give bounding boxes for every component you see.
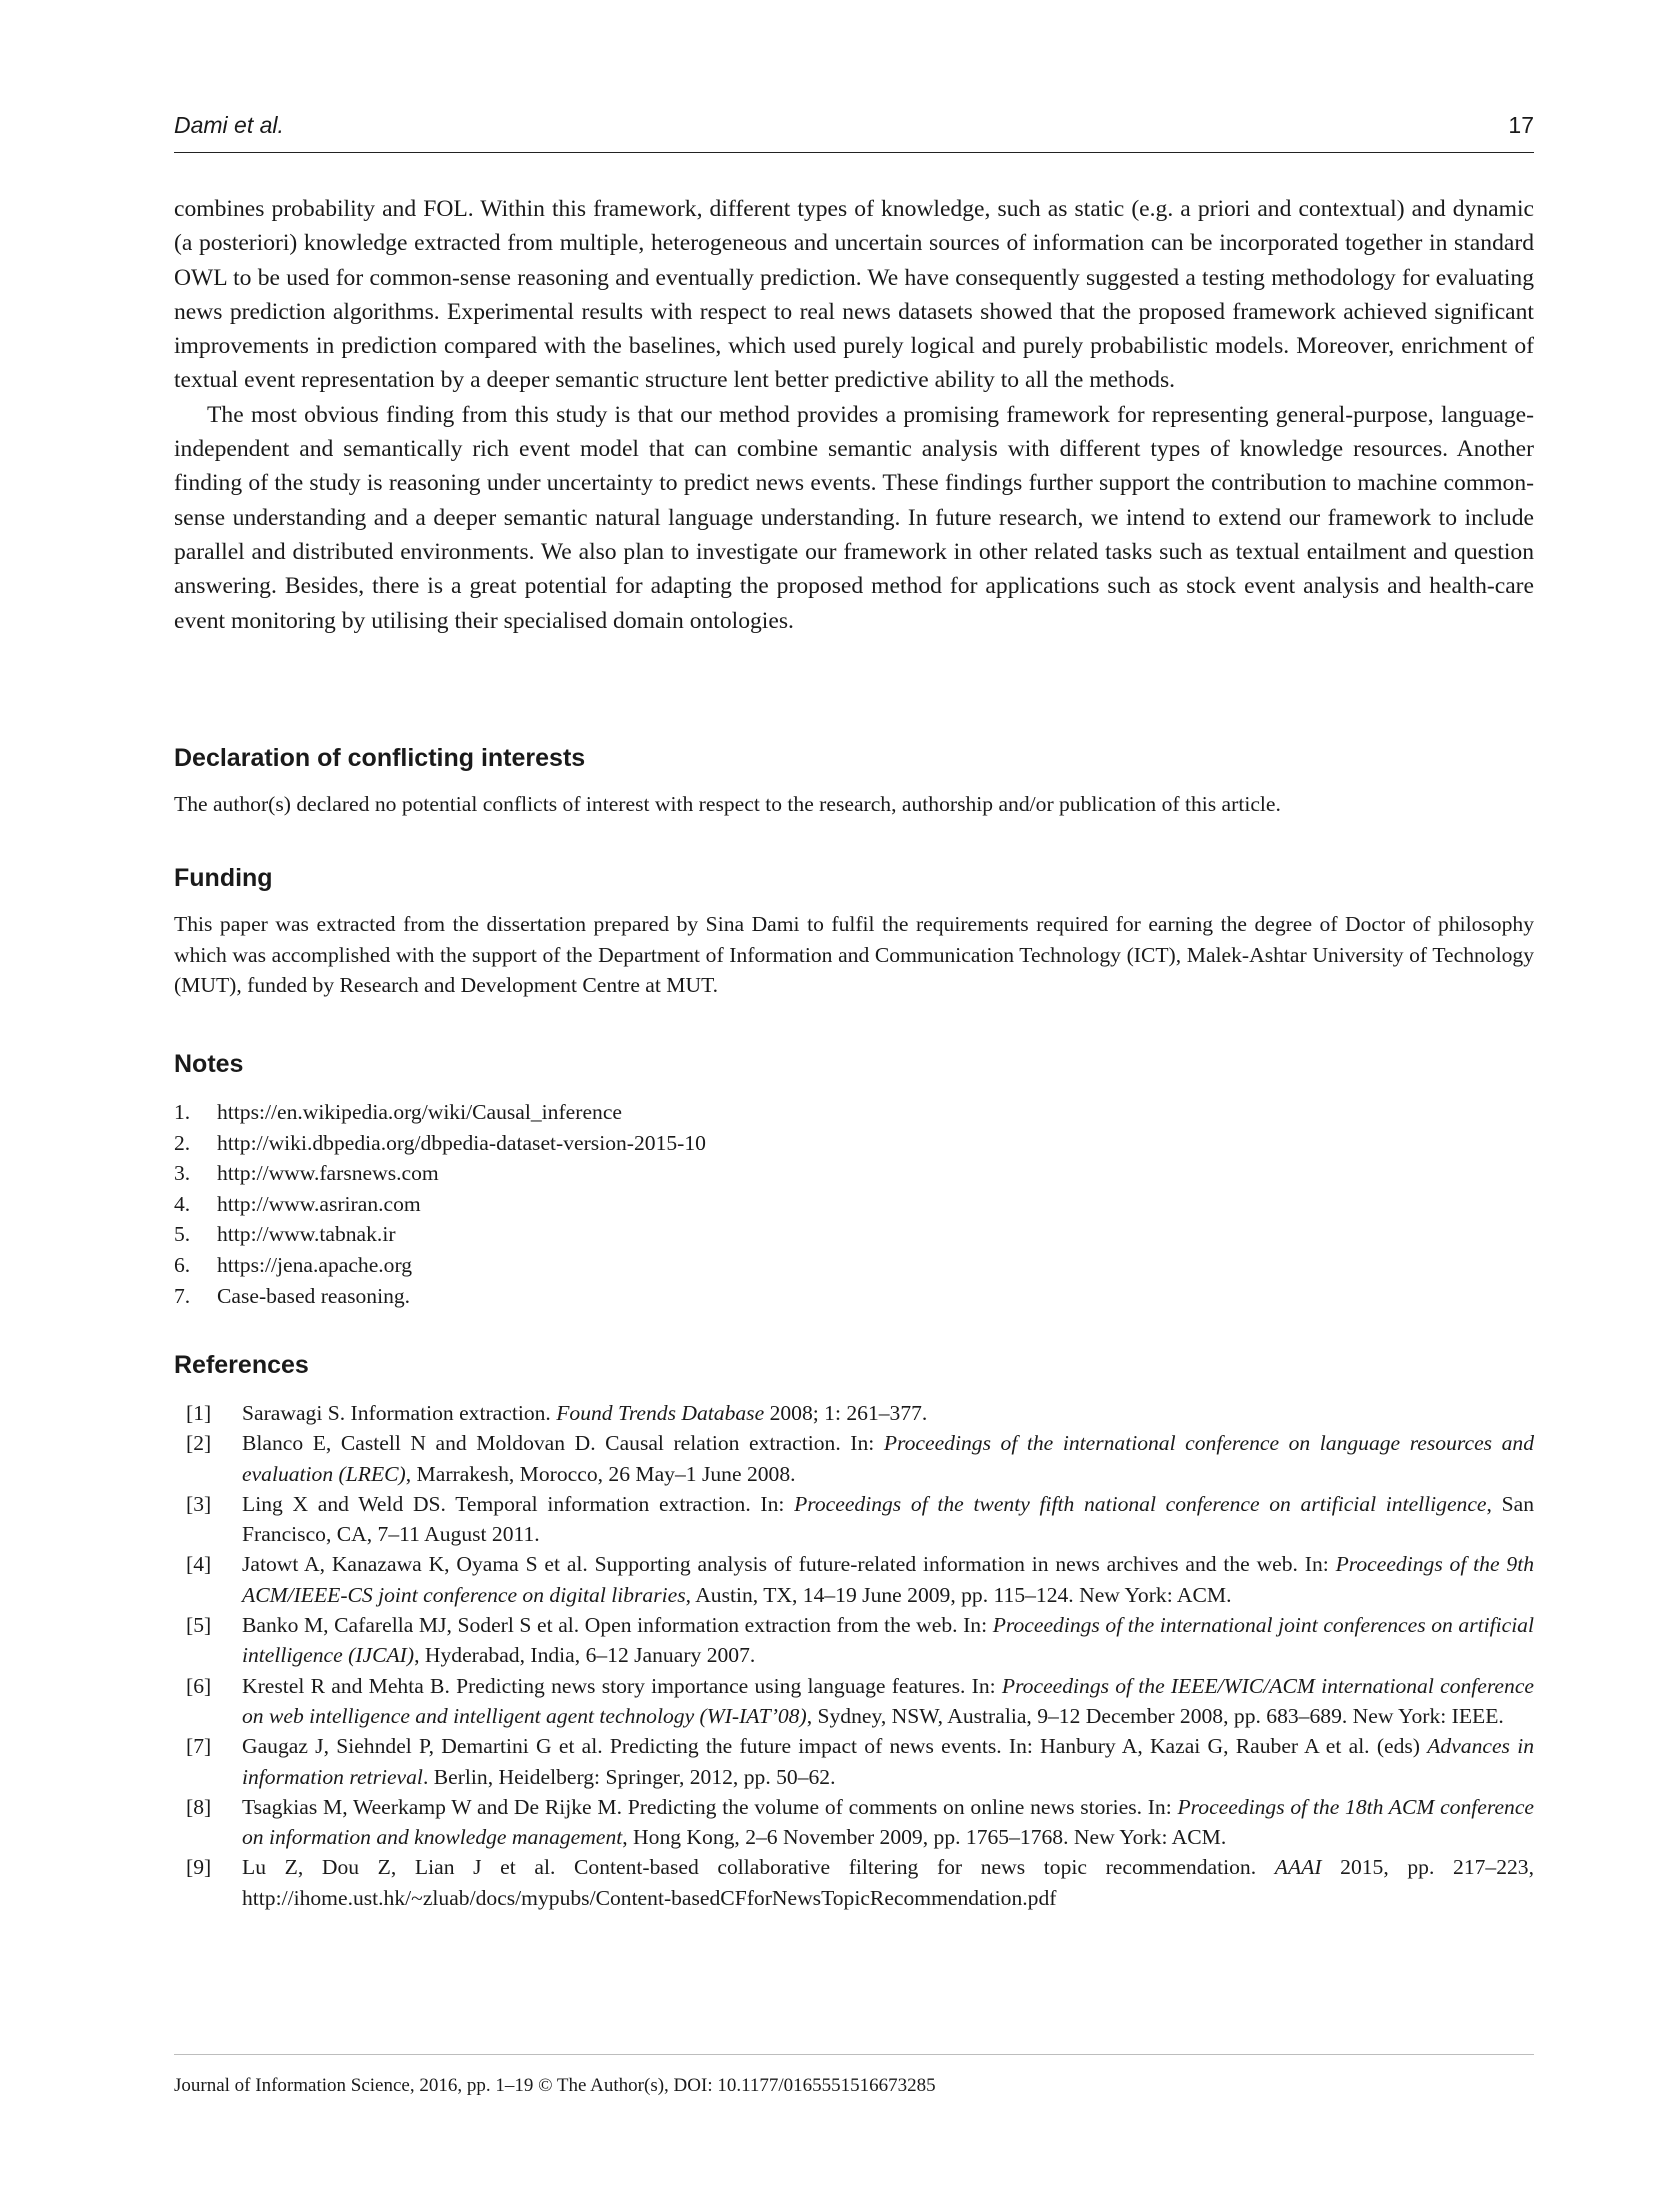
note-text: http://www.asriran.com: [217, 1191, 421, 1216]
funding-text: [174, 909, 1534, 1001]
conclusion-body: [174, 192, 1534, 638]
reference-text: Krestel R and Mehta B. Predicting news story importance using language features. In:: [242, 1673, 1002, 1698]
body-paragraph: combines probability and FOL. Within this framework, different types of knowledge, such as static (e.g. a priori and contextual) and dynamic (a posteriori) knowledge extracted from multiple, heterogeneous and uncertain sources of information can be incorporated together in standard OWL to be used for common-sense reasoning and eventually prediction. We have consequently suggested a testing methodology for evaluating news prediction algorithms. Experimental results with respect to real news datasets showed that the proposed framework achieved significant improvements in prediction compared with the baselines, which used purely logical and purely probabilistic models. Moreover, enrichment of textual event representation by a deeper semantic structure lent better predictive ability to all the methods.: [174, 196, 1534, 394]
reference-number: [8]: [186, 1794, 212, 1819]
note-text: http://wiki.dbpedia.org/dbpedia-dataset-version-2015-10: [217, 1130, 706, 1155]
note-item: [174, 1097, 1534, 1128]
reference-source: Found Trends Database: [556, 1401, 765, 1425]
note-text: http://www.tabnak.ir: [217, 1222, 396, 1247]
reference-item: [174, 1610, 1534, 1671]
funding-heading: Funding: [174, 864, 273, 892]
references-heading: References: [174, 1351, 309, 1379]
reference-details: . Berlin, Heidelberg: Springer, 2012, pp. 50–62.: [422, 1764, 836, 1789]
reference-details: , Austin, TX, 14–19 June 2009, pp. 115–124. New York: ACM.: [685, 1582, 1232, 1607]
reference-source: Proceedings of the twenty fifth national conference on artificial intelligence: [794, 1491, 1487, 1516]
note-text: https://en.wikipedia.org/wiki/Causal_inference: [217, 1100, 622, 1124]
reference-item: [174, 1549, 1534, 1610]
reference-number: [3]: [186, 1491, 212, 1516]
reference-item: [174, 1731, 1534, 1792]
reference-text: Ling X and Weld DS. Temporal information extraction. In:: [242, 1491, 795, 1516]
note-number: 3.: [174, 1161, 191, 1186]
notes-list: [174, 1097, 1534, 1311]
note-number: 7.: [174, 1283, 191, 1308]
reference-item: [174, 1489, 1534, 1550]
note-text: https://jena.apache.org: [217, 1252, 413, 1277]
reference-item: [174, 1671, 1534, 1732]
note-item: [174, 1219, 1534, 1250]
note-item: [174, 1250, 1534, 1281]
running-header: [174, 112, 1534, 153]
note-number: 4.: [174, 1191, 191, 1216]
funding-paragraph: This paper was extracted from the dissertation prepared by Sina Dami to fulfil the requirements required for earning the degree of Doctor of philosophy which was accomplished with the support of the Department of Information and Communication Technology (ICT), Malek-Ashtar University of Technology (MUT), funded by Research and Development Centre at MUT.: [174, 912, 1534, 997]
reference-details: , Marrakesh, Morocco, 26 May–1 June 2008.: [405, 1461, 796, 1486]
reference-text: Tsagkias M, Weerkamp W and De Rijke M. Predicting the volume of comments on online news stories. In:: [242, 1794, 1178, 1819]
reference-number: [4]: [186, 1552, 212, 1577]
reference-number: [2]: [186, 1431, 212, 1456]
reference-details: 2015, pp. 217–223, http://ihome.ust.hk/~zluab/docs/mypubs/Content-basedCFforNewsTopicRecommendation.pdf: [242, 1855, 1534, 1910]
reference-details: , San Francisco, CA, 7–11 August 2011.: [242, 1491, 1534, 1547]
note-text: Case-based reasoning.: [217, 1283, 411, 1308]
footer-citation: Journal of Information Science, 2016, pp. 1–19 © The Author(s), DOI: 10.1177/0165551516673285: [174, 2075, 936, 2096]
note-item: [174, 1189, 1534, 1220]
reference-item: [174, 1852, 1534, 1913]
reference-number: [9]: [186, 1855, 212, 1880]
reference-source: Proceedings of the 18th ACM conference on information and knowledge management: [242, 1794, 1534, 1850]
reference-text: Blanco E, Castell N and Moldovan D. Causal relation extraction. In:: [242, 1431, 884, 1456]
note-item: [174, 1158, 1534, 1189]
note-number: 6.: [174, 1252, 191, 1277]
note-number: 2.: [174, 1130, 191, 1155]
reference-text: Gaugaz J, Siehndel P, Demartini G et al. Predicting the future impact of news events. In: Hanbury A, Kazai G, Rauber A et al. (eds): [242, 1734, 1428, 1759]
reference-text: Banko M, Cafarella MJ, Soderl S et al. Open information extraction from the web. In:: [242, 1613, 993, 1638]
reference-details: , Sydney, NSW, Australia, 9–12 December 2008, pp. 683–689. New York: IEEE.: [806, 1703, 1504, 1728]
declaration-paragraph: The author(s) declared no potential conflicts of interest with respect to the research, authorship and/or publication of this article.: [174, 792, 1281, 816]
reference-source: Proceedings of the international joint conferences on artificial intelligence (IJCAI): [242, 1613, 1534, 1668]
note-number: 1.: [174, 1100, 191, 1124]
reference-source: AAAI: [1274, 1855, 1322, 1880]
reference-source: Proceedings of the international conference on language resources and evaluation (LREC): [242, 1431, 1535, 1486]
reference-source: Proceedings of the IEEE/WIC/ACM international conference on web intelligence and intelligent agent technology (WI-IAT’08): [242, 1673, 1534, 1728]
note-number: 5.: [174, 1222, 191, 1247]
references-list: [174, 1398, 1534, 1913]
running-head-authors: Dami et al.: [174, 112, 284, 138]
note-item: [174, 1128, 1534, 1159]
reference-item: [174, 1792, 1534, 1853]
reference-text: Jatowt A, Kanazawa K, Oyama S et al. Supporting analysis of future-related information in news archives and the web. In:: [242, 1552, 1336, 1577]
reference-text: Sarawagi S. Information extraction.: [242, 1401, 557, 1425]
notes-heading: Notes: [174, 1050, 244, 1078]
reference-number: [6]: [186, 1673, 212, 1698]
reference-details: , Hong Kong, 2–6 November 2009, pp. 1765–1768. New York: ACM.: [622, 1825, 1227, 1850]
reference-item: [174, 1428, 1534, 1489]
reference-number: [1]: [186, 1401, 212, 1425]
note-text: http://www.farsnews.com: [217, 1161, 439, 1186]
body-paragraph: The most obvious finding from this study is that our method provides a promising framework for representing general-purpose, language-independent and semantically rich event model that can combine semantic analysis with different types of knowledge resources. Another finding of the study is reasoning under uncertainty to predict news events. These findings further support the contribution to machine common-sense understanding and a deeper semantic natural language understanding. In future research, we intend to extend our framework to include parallel and distributed environments. We also plan to investigate our framework in other related tasks such as textual entailment and question answering. Besides, there is a great potential for adapting the proposed method for applications such as stock event analysis and health-care event monitoring by utilising their specialised domain ontologies.: [174, 401, 1534, 634]
page-footer: [174, 2054, 1534, 2097]
reference-number: [5]: [186, 1613, 212, 1638]
declaration-text: [174, 789, 1534, 820]
declaration-heading: Declaration of conflicting interests: [174, 744, 586, 772]
reference-source: Proceedings of the 9th ACM/IEEE-CS joint conference on digital libraries: [242, 1552, 1534, 1607]
page-number: 17: [1508, 112, 1534, 138]
reference-item: [174, 1398, 1534, 1428]
reference-text: Lu Z, Dou Z, Lian J et al. Content-based collaborative filtering for news topic recommendation.: [242, 1855, 1275, 1880]
reference-details: , Hyderabad, India, 6–12 January 2007.: [414, 1643, 756, 1668]
note-item: [174, 1281, 1534, 1312]
reference-details: 2008; 1: 261–377.: [764, 1401, 928, 1425]
reference-source: Advances in information retrieval: [242, 1734, 1534, 1789]
reference-number: [7]: [186, 1734, 212, 1759]
